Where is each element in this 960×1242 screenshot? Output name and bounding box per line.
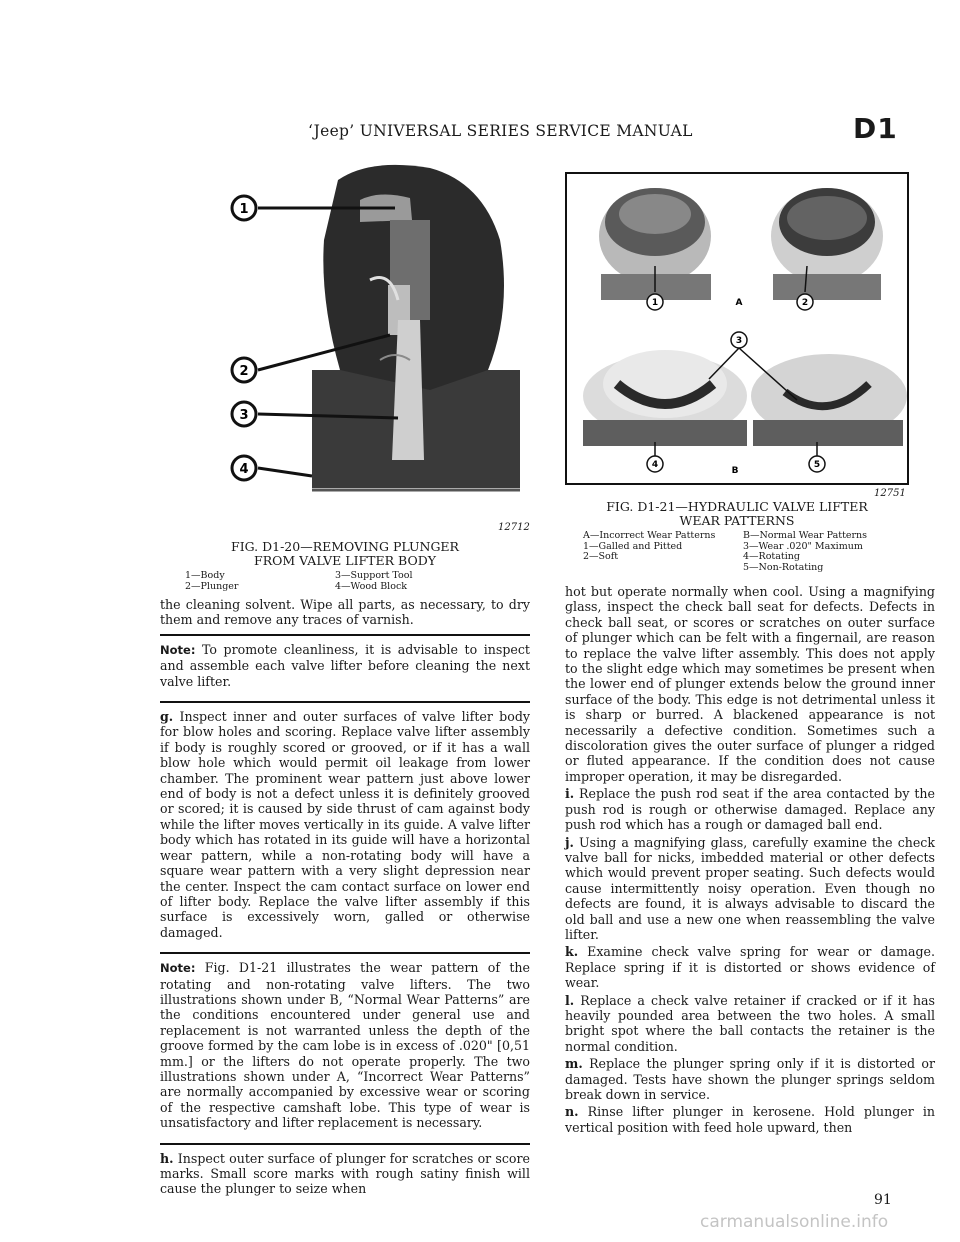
legend-item: 5—Non-Rotating xyxy=(743,561,824,573)
paragraph: the cleaning solvent. Wipe all parts, as necessary, to dry them and remove any traces of varnish. xyxy=(160,597,530,628)
step-label: l. xyxy=(565,992,575,1008)
note-text: To promote cleanliness, it is advisable to inspect and assemble each valve lifter before cleaning the next valve lifter. xyxy=(160,641,530,689)
figure-caption xyxy=(160,540,530,568)
step-text: Replace the push rod seat if the area contacted by the push rod is rough or otherwise damaged. Replace any push rod which has a rough or damaged ball end. xyxy=(565,786,935,833)
step-text: Using a magnifying glass, carefully examine the check valve ball for nicks, imbedded material or other defects which would prevent proper seating. Such defects would cause intermittently noisy operation. Even though no defects are found, it is always advisable to discard the old ball and use a new one when reassembling the valve lifter. xyxy=(565,834,935,942)
callout-5: 5 xyxy=(813,460,821,470)
legend-item: 4—Rotating xyxy=(743,551,800,562)
callout-1: 1 xyxy=(651,298,659,308)
manual-title: ‘Jeep’ UNIVERSAL SERIES SERVICE MANUAL xyxy=(308,122,693,140)
step-text: Inspect inner and outer surfaces of valve lifter body for blow holes and scoring. Replace valve lifter assembly if body is roughly scored or grooved, or if it has a wall blow hole which would permit oil leakage from lower chamber. The prominent wear pattern just above lower end of body is not a defect unless it is definitely grooved or scored; it is caused by side thrust of cam against body while the lifter moves vertically in its guide. A valve lifter body which has rotated in its guide will have a horizontal wear pattern, while a non-rotating body will have a square wear pattern with a very slight depression near the center. Inspect the cam contact surface on lower end of lifter body. Replace the valve lifter assembly if this surface is excessively worn, galled or otherwise damaged. xyxy=(160,709,530,940)
step-label: n. xyxy=(565,1104,579,1120)
page-number: 91 xyxy=(874,1192,892,1208)
figure-number: 12712 xyxy=(498,522,530,533)
legend-item: 3—Support Tool xyxy=(335,570,413,581)
paragraph: hot but operate normally when cool. Using a magnifying glass, inspect the check ball seat for defects. Defects in check ball seat, or scores or scratches on outer surface of plunger which can be felt with a fingernail, are reason to replace the valve lifter assembly. This does not apply to the slight edge which may sometimes be present when the lower end of plunger extends below the ground inner surface of the body. This edge is not detrimental unless it is sharp or burred. A blackened appearance is not necessarily a defective condition. Sometimes such a discoloration gives the outer surface of plunger a ridged or fluted appearance. If the condition does not cause improper operation, it may be disregarded. xyxy=(565,584,935,784)
section-code: D1 xyxy=(853,112,898,145)
step-label: h. xyxy=(160,1150,174,1166)
figure-legend xyxy=(583,531,903,573)
page-header xyxy=(0,112,960,148)
note-label: Note: xyxy=(160,961,196,976)
legend-item: A—Incorrect Wear Patterns xyxy=(583,530,716,541)
step-h xyxy=(160,1143,530,1203)
step-text: Replace the plunger spring only if it is distorted or damaged. Tests have shown the plunger springs seldom break down in service. xyxy=(565,1056,935,1102)
legend-item: B—Normal Wear Patterns xyxy=(743,530,868,541)
callout-3: 3 xyxy=(735,336,743,346)
text-column-right xyxy=(565,584,935,1137)
step-label: g. xyxy=(160,709,174,725)
step-i xyxy=(565,786,935,832)
callout-1: 1 xyxy=(239,202,249,217)
legend-item: 1—Body xyxy=(185,570,225,581)
note-text: Fig. D1-21 illustrates the wear pattern of the rotating and non-rotating valve lifters. The two illustrations shown under B, “Normal Wear Patterns” are the conditions encountered under general use and replacement is not warranted unless the depth of the groove formed by the cam lobe is in excess of .020" [0,51 mm.] or the lifters do not operate properly. The two illustrations shown under A, “Incorrect Wear Patterns” are normally accompanied by excessive wear or scoring of the respective camshaft lobe. This type of wear is unsatisfactory and lifter replacement is necessary. xyxy=(160,960,530,1131)
callout-4: 4 xyxy=(239,462,249,477)
figure-wear-patterns xyxy=(565,172,909,485)
figure-legend xyxy=(185,571,485,592)
step-text: Examine check valve spring for wear or damage. Replace spring if it is distorted or shows evidence of wear. xyxy=(565,944,935,991)
note-block xyxy=(160,634,530,695)
legend-item: 4—Wood Block xyxy=(335,580,408,592)
step-label: j. xyxy=(565,834,574,850)
step-text: Inspect outer surface of plunger for scratches or score marks. Small score marks with rough satiny finish will cause the plunger to seize when xyxy=(160,1150,530,1197)
step-k xyxy=(565,944,935,990)
step-g xyxy=(160,701,530,946)
caption-line: FIG. D1-20—REMOVING PLUNGER xyxy=(231,539,459,554)
group-label-b: B xyxy=(731,466,739,476)
wear-patterns-photo xyxy=(567,174,907,483)
step-text: Replace a check valve retainer if cracked or if it has heavily pounded area between the two holes. A small bright spot where the ball contacts the retainer is the normal condition. xyxy=(565,992,935,1054)
legend-item: 3—Wear .020" Maximum xyxy=(743,540,863,552)
legend-item: 2—Soft xyxy=(583,551,619,562)
step-label: i. xyxy=(565,786,575,802)
callout-2: 2 xyxy=(239,364,249,379)
legend-item xyxy=(583,563,743,574)
step-label: k. xyxy=(565,944,579,960)
callout-2: 2 xyxy=(801,298,809,308)
caption-line: WEAR PATTERNS xyxy=(679,513,795,528)
legend-item: 2—Plunger xyxy=(185,580,239,592)
callout-markers xyxy=(232,196,256,480)
group-label-a: A xyxy=(735,298,743,308)
note-label: Note: xyxy=(160,642,196,657)
legend-item: 1—Galled and Pitted xyxy=(583,540,683,552)
step-m xyxy=(565,1056,935,1102)
step-label: m. xyxy=(565,1056,583,1072)
plunger-removal-photo xyxy=(220,160,520,500)
caption-line: FIG. D1-21—HYDRAULIC VALVE LIFTER xyxy=(606,499,868,514)
step-n xyxy=(565,1104,935,1135)
step-l xyxy=(565,993,935,1055)
figure-removing-plunger xyxy=(220,160,520,500)
callout-3: 3 xyxy=(239,408,249,423)
figure-caption xyxy=(565,500,909,528)
figure-number: 12751 xyxy=(874,488,906,499)
callout-4: 4 xyxy=(651,460,659,470)
step-j xyxy=(565,835,935,943)
caption-line: FROM VALVE LIFTER BODY xyxy=(254,553,436,568)
step-text: Rinse lifter plunger in kerosene. Hold plunger in vertical position with feed hole upward, then xyxy=(565,1104,935,1135)
watermark: carmanualsonline.info xyxy=(700,1212,889,1232)
text-column-left xyxy=(160,597,530,1203)
note-block xyxy=(160,952,530,1136)
